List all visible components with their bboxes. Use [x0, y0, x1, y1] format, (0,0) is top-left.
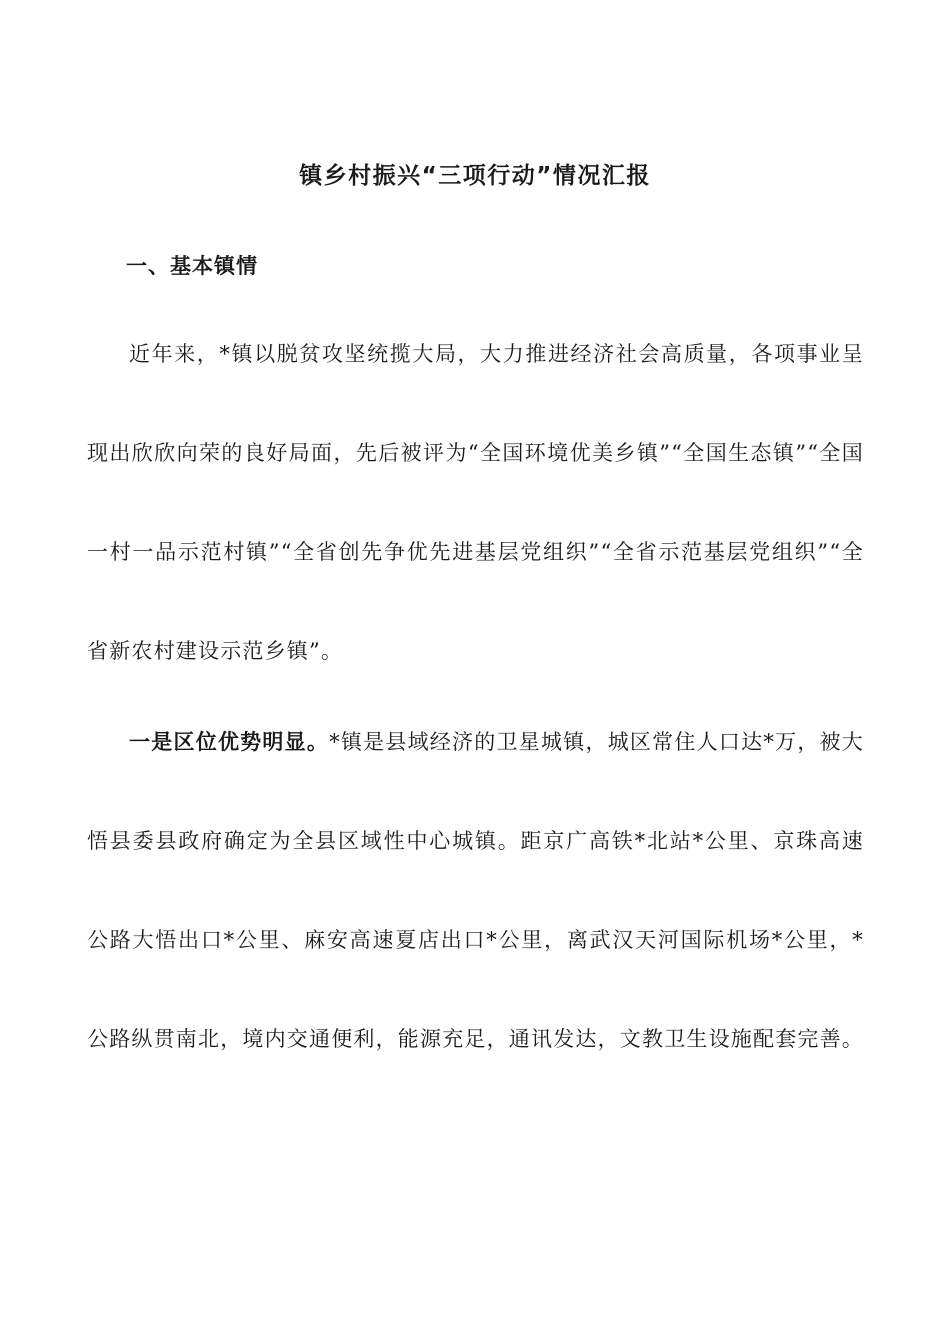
paragraph-location-advantage — [87, 693, 864, 1089]
section-heading: 一、基本镇情 — [126, 254, 258, 278]
paragraph-body-text: *镇是县域经济的卫星城镇，城区常住人口达*万，被大悟县委县政府确定为全县区域性中心城镇。距京广高铁*北站*公里、京珠高速公路大悟出口*公里、麻安高速夏店出口*公里，离武汉天河国际机场*公里，*公路纵贯南北，境内交通便利，能源充足，通讯发达，文教卫生设施配套完善。 — [87, 730, 864, 1051]
paragraph-lead-text: 一是区位优势明显。 — [129, 730, 330, 754]
document-title: 镇乡村振兴“三项行动”情况汇报 — [299, 163, 651, 189]
paragraph-basic-overview: 近年来，*镇以脱贫攻坚统揽大局，大力推进经济社会高质量，各项事业呈现出欣欣向荣的良好局面，先后被评为“全国环境优美乡镇”“全国生态镇”“全国一村一品示范村镇”“全省创先争优先进基层党组织”“全省示范基层党组织”“全省新农村建设示范乡镇”。 — [87, 342, 864, 663]
